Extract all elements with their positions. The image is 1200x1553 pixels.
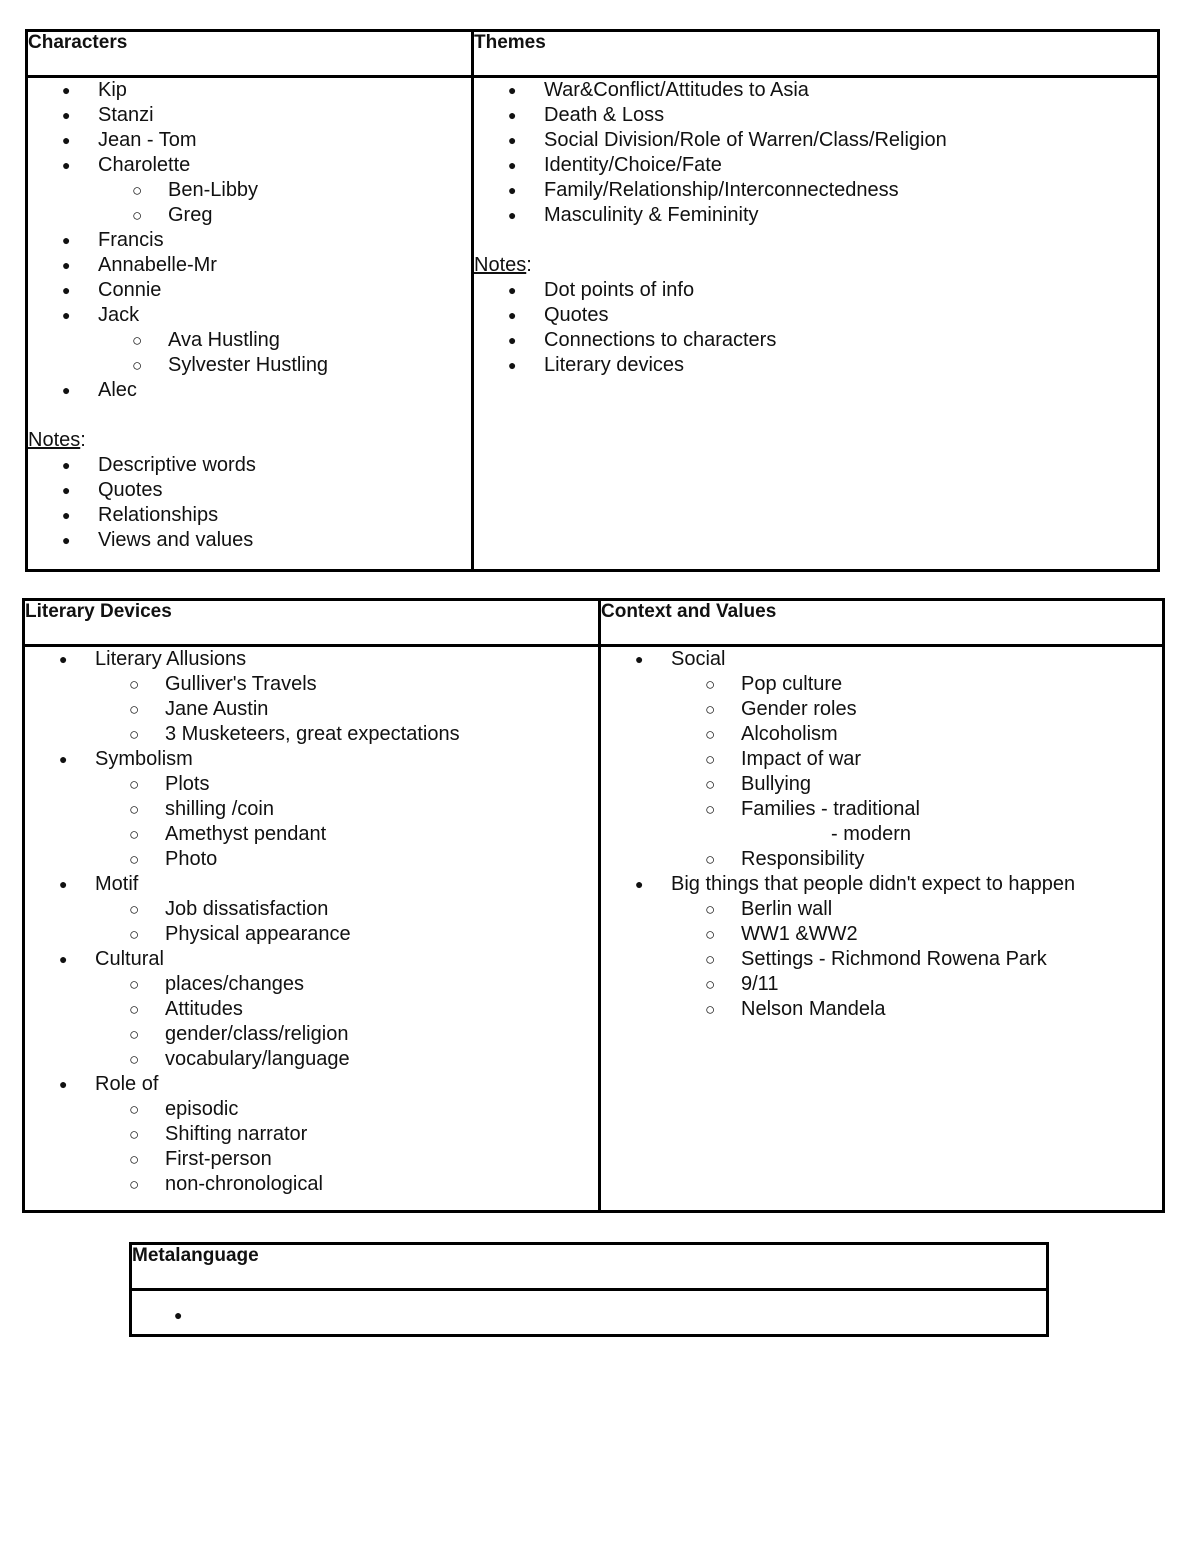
note-item-text: Dot points of info xyxy=(544,279,695,301)
note-item xyxy=(474,328,1157,353)
sub-list-item xyxy=(25,797,598,822)
sub-list-item xyxy=(25,997,598,1022)
sub-list-item-text: Attitudes xyxy=(165,998,243,1020)
sub-list-item-text: Berlin wall xyxy=(741,898,833,920)
sub-bullet-icon: ○ xyxy=(129,675,140,694)
list-item-text: Stanzi xyxy=(98,104,154,126)
characters-list xyxy=(28,78,471,403)
bullet-icon: ● xyxy=(62,257,71,273)
list-item-text: Connie xyxy=(98,279,162,301)
bullet-icon: ● xyxy=(174,1307,183,1323)
sub-list-item-text: Greg xyxy=(168,204,213,226)
bullet-icon: ● xyxy=(62,82,71,98)
sub-list-item xyxy=(601,672,1162,697)
sub-bullet-icon: ○ xyxy=(132,356,143,375)
sub-list-item xyxy=(25,897,598,922)
sub-bullet-icon: ○ xyxy=(129,700,140,719)
context-values-cell xyxy=(600,646,1164,1212)
sub-bullet-icon: ○ xyxy=(705,725,716,744)
sub-bullet-icon: ○ xyxy=(132,181,143,200)
sub-bullet-icon: ○ xyxy=(129,775,140,794)
sub-list-item-text: Ben-Libby xyxy=(168,179,259,201)
bullet-icon: ● xyxy=(62,232,71,248)
sub-list-item xyxy=(25,972,598,997)
list-item-text: Big things that people didn't expect to happen xyxy=(671,873,1076,895)
note-item xyxy=(474,353,1157,378)
list-item xyxy=(474,128,1157,153)
characters-cell xyxy=(27,77,473,571)
sub-list-item xyxy=(601,847,1162,872)
sub-bullet-icon: ○ xyxy=(129,850,140,869)
list-item-text: Motif xyxy=(95,873,139,895)
note-item xyxy=(28,478,471,503)
sub-bullet-icon: ○ xyxy=(129,900,140,919)
sub-list-item-text: Jane Austin xyxy=(165,698,269,720)
characters-heading: Characters xyxy=(27,31,473,77)
sub-bullet-icon: ○ xyxy=(705,975,716,994)
sub-list-item-text: Alcoholism xyxy=(741,723,838,745)
note-item xyxy=(28,453,471,478)
themes-notes: Notes: xyxy=(474,254,532,276)
sub-bullet-icon: ○ xyxy=(129,975,140,994)
sub-bullet-icon: ○ xyxy=(705,800,716,819)
list-item xyxy=(474,103,1157,128)
sub-list-item-text: Job dissatisfaction xyxy=(165,898,329,920)
note-item-text: Relationships xyxy=(98,504,219,526)
sub-list-item xyxy=(25,1097,598,1122)
sub-list-item-text: shilling /coin xyxy=(165,798,274,820)
list-item xyxy=(25,947,598,972)
list-item xyxy=(28,253,471,278)
sub-bullet-icon: ○ xyxy=(705,700,716,719)
sub-list-item xyxy=(28,353,471,378)
bullet-icon: ● xyxy=(59,876,68,892)
list-item xyxy=(28,378,471,403)
sub-bullet-icon: ○ xyxy=(129,1050,140,1069)
note-item-text: Literary devices xyxy=(544,354,685,376)
list-item-text: Masculinity & Femininity xyxy=(544,204,759,226)
sub-bullet-icon: ○ xyxy=(705,925,716,944)
sub-list-item-text: Shifting narrator xyxy=(165,1123,308,1145)
list-item xyxy=(28,278,471,303)
sub-list-item-text: Impact of war xyxy=(741,748,862,770)
sub-list-item xyxy=(601,897,1162,922)
sub-bullet-icon: ○ xyxy=(132,206,143,225)
bullet-icon: ● xyxy=(59,651,68,667)
sub-list-item-text: Ava Hustling xyxy=(168,329,280,351)
sub-list-item xyxy=(601,772,1162,797)
sub-bullet-icon: ○ xyxy=(705,775,716,794)
list-item-text: Family/Relationship/Interconnectedness xyxy=(544,179,899,201)
sub-bullet-icon: ○ xyxy=(705,750,716,769)
sub-list-item xyxy=(601,922,1162,947)
bullet-icon: ● xyxy=(62,157,71,173)
list-item xyxy=(25,647,598,672)
sub-list-item xyxy=(25,1022,598,1047)
sub-list-item xyxy=(601,947,1162,972)
sub-list-item-text: places/changes xyxy=(165,973,304,995)
sub-list-item-text: 9/11 xyxy=(741,973,779,995)
bullet-icon: ● xyxy=(508,332,517,348)
sub-list-item xyxy=(601,697,1162,722)
sub-list-item-text: Physical appearance xyxy=(165,923,351,945)
sub-list-item xyxy=(25,1147,598,1172)
list-item-text: Alec xyxy=(98,379,137,401)
characters-themes-table xyxy=(25,29,1160,572)
themes-notes-label: Notes xyxy=(474,254,527,276)
list-item xyxy=(474,153,1157,178)
sub-bullet-icon: ○ xyxy=(705,950,716,969)
note-item-text: Descriptive words xyxy=(98,454,256,476)
list-item-text: Literary Allusions xyxy=(95,648,247,670)
bullet-icon: ● xyxy=(62,532,71,548)
list-item-text: Symbolism xyxy=(95,748,193,770)
note-item-text: Views and values xyxy=(98,529,254,551)
themes-heading: Themes xyxy=(473,31,1159,77)
list-item xyxy=(474,203,1157,228)
sub-list-item-text: Plots xyxy=(165,773,210,795)
sub-list-item-text: non-chronological xyxy=(165,1173,323,1195)
sub-bullet-icon: ○ xyxy=(129,825,140,844)
list-item-text: Charolette xyxy=(98,154,191,176)
sub-bullet-icon: ○ xyxy=(705,850,716,869)
sub-bullet-icon: ○ xyxy=(129,1150,140,1169)
note-item xyxy=(28,503,471,528)
list-item xyxy=(601,872,1162,897)
bullet-icon: ● xyxy=(62,507,71,523)
themes-list xyxy=(474,78,1157,228)
sub-list-item xyxy=(25,1172,598,1197)
literary-devices-heading: Literary Devices xyxy=(24,600,600,646)
sub-list-item-text: 3 Musketeers, great expectations xyxy=(165,723,460,745)
list-item xyxy=(28,128,471,153)
list-item-text: Cultural xyxy=(95,948,164,970)
sub-bullet-icon: ○ xyxy=(129,800,140,819)
bullet-icon: ● xyxy=(59,951,68,967)
list-item xyxy=(474,78,1157,103)
list-item xyxy=(28,103,471,128)
bullet-icon: ● xyxy=(62,307,71,323)
sub-bullet-icon: ○ xyxy=(705,1000,716,1019)
note-item-text: Quotes xyxy=(98,479,163,501)
bullet-icon: ● xyxy=(508,157,517,173)
sub-list-item-text: Sylvester Hustling xyxy=(168,354,329,376)
sub-list-item-text: First-person xyxy=(165,1148,272,1170)
bullet-icon: ● xyxy=(62,282,71,298)
metalanguage-cell xyxy=(131,1290,1048,1336)
bullet-icon: ● xyxy=(59,1076,68,1092)
bullet-icon: ● xyxy=(508,357,517,373)
bullet-icon: ● xyxy=(62,457,71,473)
list-item-text: Kip xyxy=(98,79,127,101)
sub-bullet-icon: ○ xyxy=(129,1175,140,1194)
note-item xyxy=(474,278,1157,303)
sub-bullet-icon: ○ xyxy=(705,675,716,694)
bullet-icon: ● xyxy=(62,107,71,123)
sub-list-item xyxy=(25,722,598,747)
sub-list-item xyxy=(601,722,1162,747)
bullet-icon: ● xyxy=(62,382,71,398)
bullet-icon: ● xyxy=(508,82,517,98)
list-item-text: Identity/Choice/Fate xyxy=(544,154,722,176)
themes-notes-list xyxy=(474,278,1157,378)
characters-notes-list xyxy=(28,453,471,553)
list-item-text: Death & Loss xyxy=(544,104,665,126)
bullet-icon: ● xyxy=(635,876,644,892)
sub-list-item xyxy=(601,997,1162,1022)
themes-cell xyxy=(473,77,1159,571)
list-item xyxy=(601,647,1162,672)
list-item xyxy=(28,303,471,328)
list-item-text: Jack xyxy=(98,304,140,326)
sub-list-item xyxy=(25,1047,598,1072)
note-item-text: Quotes xyxy=(544,304,609,326)
metalanguage-table xyxy=(129,1242,1049,1337)
sub-list-item xyxy=(25,697,598,722)
bullet-icon: ● xyxy=(62,132,71,148)
sub-list-item xyxy=(25,922,598,947)
sub-list-item-text: Pop culture xyxy=(741,673,843,695)
list-item-text: Jean - Tom xyxy=(98,129,197,151)
sub-list-item-text: gender/class/religion xyxy=(165,1023,349,1045)
sub-list-item xyxy=(601,797,1162,822)
metalanguage-heading: Metalanguage xyxy=(131,1244,1048,1290)
sub-list-item xyxy=(28,178,471,203)
metalanguage-empty-bullet xyxy=(132,1303,1046,1330)
bullet-icon: ● xyxy=(62,482,71,498)
sub-list-item xyxy=(601,972,1162,997)
sub-list-item-text: Amethyst pendant xyxy=(165,823,327,845)
sub-bullet-icon: ○ xyxy=(129,1100,140,1119)
sub-list-item xyxy=(25,822,598,847)
literary-devices-list xyxy=(25,647,598,1197)
devices-context-table xyxy=(22,598,1165,1213)
sub-bullet-icon: ○ xyxy=(129,725,140,744)
list-item xyxy=(474,178,1157,203)
sub-list-item xyxy=(25,1122,598,1147)
list-item-text: Francis xyxy=(98,229,164,251)
context-values-heading: Context and Values xyxy=(600,600,1164,646)
bullet-icon: ● xyxy=(508,207,517,223)
sub-list-continuation-text: - modern xyxy=(831,823,912,845)
sub-list-item-text: Gulliver's Travels xyxy=(165,673,317,695)
list-item xyxy=(25,747,598,772)
sub-list-item-text: Bullying xyxy=(741,773,812,795)
sub-list-item-text: Responsibility xyxy=(741,848,865,870)
bullet-icon: ● xyxy=(508,282,517,298)
bullet-icon: ● xyxy=(508,182,517,198)
list-item xyxy=(28,153,471,178)
list-item-text: Role of xyxy=(95,1073,159,1095)
list-item-text: Annabelle-Mr xyxy=(98,254,217,276)
sub-bullet-icon: ○ xyxy=(129,925,140,944)
sub-bullet-icon: ○ xyxy=(129,1000,140,1019)
list-item xyxy=(25,1072,598,1097)
bullet-icon: ● xyxy=(59,751,68,767)
characters-notes-label: Notes xyxy=(28,429,81,451)
sub-bullet-icon: ○ xyxy=(132,331,143,350)
sub-list-item-text: Photo xyxy=(165,848,218,870)
sub-list-item xyxy=(28,328,471,353)
sub-list-item-text: WW1 &WW2 xyxy=(741,923,858,945)
list-item xyxy=(25,872,598,897)
sub-list-item-text: episodic xyxy=(165,1098,239,1120)
bullet-icon: ● xyxy=(508,307,517,323)
sub-list-item-text: Nelson Mandela xyxy=(741,998,886,1020)
context-values-list xyxy=(601,647,1162,1022)
sub-list-item-text: Settings - Richmond Rowena Park xyxy=(741,948,1047,970)
bullet-icon: ● xyxy=(508,107,517,123)
sub-list-item xyxy=(25,672,598,697)
list-item-text: War&Conflict/Attitudes to Asia xyxy=(544,79,809,101)
sub-list-item-text: Gender roles xyxy=(741,698,857,720)
bullet-icon: ● xyxy=(508,132,517,148)
sub-list-item xyxy=(25,772,598,797)
sub-list-item xyxy=(25,847,598,872)
list-item-text: Social xyxy=(671,648,726,670)
list-item xyxy=(28,78,471,103)
list-item-text: Social Division/Role of Warren/Class/Religion xyxy=(544,129,947,151)
sub-list-item xyxy=(28,203,471,228)
note-item xyxy=(28,528,471,553)
sub-bullet-icon: ○ xyxy=(705,900,716,919)
sub-list-item-text: vocabulary/language xyxy=(165,1048,350,1070)
note-item-text: Connections to characters xyxy=(544,329,777,351)
sub-list-item xyxy=(601,747,1162,772)
list-item xyxy=(28,228,471,253)
literary-devices-cell xyxy=(24,646,600,1212)
sub-list-continuation xyxy=(601,822,1162,847)
note-item xyxy=(474,303,1157,328)
sub-list-item-text: Families - traditional xyxy=(741,798,920,820)
characters-notes: Notes: xyxy=(28,429,86,451)
sub-bullet-icon: ○ xyxy=(129,1125,140,1144)
bullet-icon: ● xyxy=(635,651,644,667)
sub-bullet-icon: ○ xyxy=(129,1025,140,1044)
